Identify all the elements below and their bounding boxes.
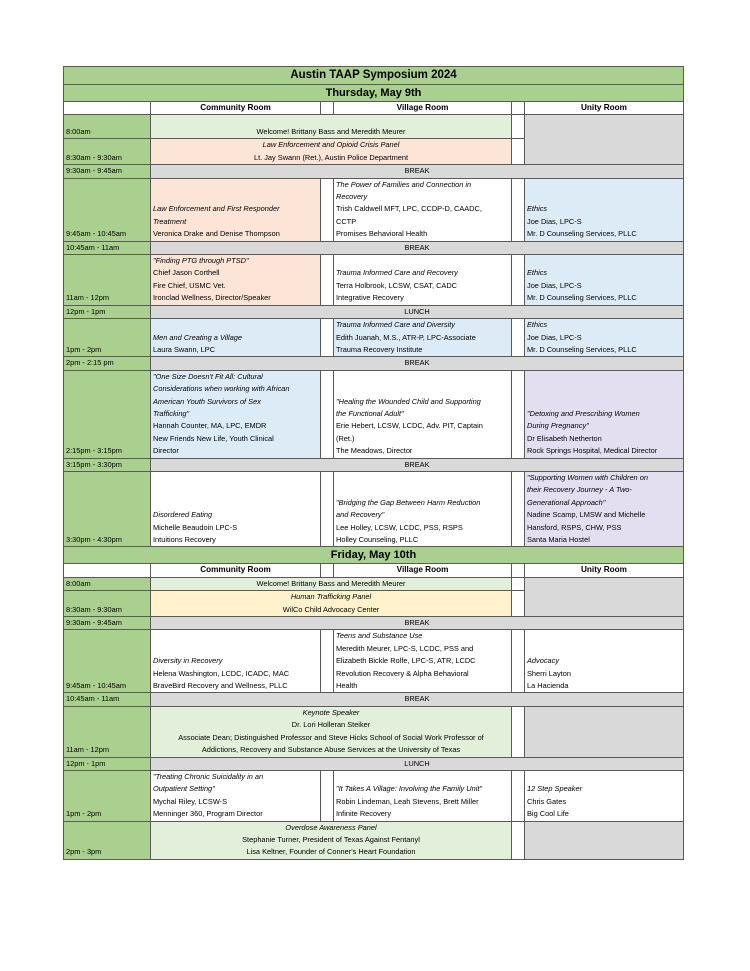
room-header-village: Village Room [334,102,512,115]
time-slot: 11am - 12pm [64,706,151,757]
room-header-unity: Unity Room [525,564,684,577]
overdose-panel-session: Overdose Awareness Panel Stephanie Turner, President of Texas Against Fentanyl Lisa Keltner, Founder of Conner's Heart Foundation [151,821,512,859]
panel-session [151,139,512,165]
session-speaker: WilCo Child Advocacy Center [282,604,380,614]
time-slot: 2pm - 2:15 pm [64,357,151,370]
time-slot: 9:45am - 10:45am [64,630,151,693]
page-title: Austin TAAP Symposium 2024 [64,67,684,85]
day-heading-friday: Friday, May 10th [64,547,684,564]
time-slot: 9:45am - 10:45am [64,178,151,241]
session-cell: Law Enforcement and First Responder Treatment Veronica Drake and Denise Thompson [151,178,321,241]
welcome-session: Welcome! Brittany Bass and Meredith Meurer [151,577,512,590]
session-cell: Disordered Eating Michelle Beaudoin LPC-S Intuitions Recovery [151,471,321,546]
session-cell: "It Takes A Village: Involving the Family Unit" Robin Lindeman, Leah Stevens, Brett Miller Infinite Recovery [334,770,512,821]
session-cell: Trauma Informed Care and Diversity Edith Juanah, M.S., ATR-P, LPC-Associate Trauma Recovery Institute [334,319,512,357]
session-cell: 12 Step Speaker Chris Gates Big Cool Life [525,770,684,821]
break-row: BREAK [151,617,684,630]
welcome-session: Welcome! Brittany Bass and Meredith Meurer [151,115,512,139]
room-header-community: Community Room [151,564,321,577]
time-slot: 2:15pm - 3:15pm [64,370,151,458]
time-slot: 9:30am - 9:45am [64,617,151,630]
time-slot: 3:15pm - 3:30pm [64,458,151,471]
time-slot: 12pm - 1pm [64,757,151,770]
time-slot: 8:30am - 9:30am [64,591,151,617]
break-row: BREAK [151,165,684,178]
session-cell: Ethics Joe Dias, LPC-S Mr. D Counseling Services, PLLC [525,178,684,241]
break-row: BREAK [151,693,684,706]
break-row: BREAK [151,357,684,370]
time-slot: 8:00am [64,115,151,139]
time-slot: 10:45am - 11am [64,241,151,254]
session-cell: Ethics Joe Dias, LPC-S Mr. D Counseling Services, PLLC [525,319,684,357]
session-cell: "Bridging the Gap Between Harm Reduction and Recovery" Lee Holley, LCSW, LCDC, PSS, RSPS Holley Counseling, PLLC [334,471,512,546]
session-speaker: Lt. Jay Swann (Ret.), Austin Police Department [253,152,409,162]
time-slot: 2pm - 3pm [64,821,151,859]
panel-session [151,591,512,617]
session-cell: "Finding PTG through PTSD" Chief Jason Corthell Fire Chief, USMC Vet. Ironclad Wellness, Director/Speaker [151,255,321,306]
session-cell: Teens and Substance Use Meredith Meurer, LPC-S, LCDC, PSS and Elizabeth Bickle Rolfe, LPC-S, ATR, LCDC Revolution Recovery & Alpha Behavioral Health [334,630,512,693]
session-cell: Men and Creating a Village Laura Swann, LPC [151,319,321,357]
day-heading-thursday: Thursday, May 9th [64,85,684,102]
time-slot: 8:00am [64,577,151,590]
time-slot: 3:30pm - 4:30pm [64,471,151,546]
time-slot: 1pm - 2pm [64,770,151,821]
time-slot: 12pm - 1pm [64,305,151,318]
break-row: BREAK [151,241,684,254]
time-slot: 9:30am - 9:45am [64,165,151,178]
session-cell: "One Size Doesn't Fit All: Cultural Considerations when working with African American Youth Survivors of Sex Trafficking" Hannah Counter, MA, LPC, EMDR New Friends New Life, Youth Clinical Director [151,370,321,458]
keynote-session: Keynote Speaker Dr. Lori Holleran Steiker Associate Dean; Distinguished Professor and Steve Hicks School of Social Work Professor of Addictions, Recovery and Substance Abuse Services at the University of Texas [151,706,512,757]
session-cell: Diversity in Recovery Helena Washington, LCDC, ICADC, MAC BraveBird Recovery and Wellness, PLLC [151,630,321,693]
room-header-community: Community Room [151,102,321,115]
session-cell: "Treating Chronic Suicidality in an Outpatient Setting" Mychal Riley, LCSW-S Menninger 360, Program Director [151,770,321,821]
time-slot: 10:45am - 11am [64,693,151,706]
session-cell: Advocacy Sherri Layton La Hacienda [525,630,684,693]
session-title: Human Trafficking Panel [290,592,372,602]
session-cell: The Power of Families and Connection in Recovery Trish Caldwell MFT, LPC, CCDP-D, CAADC, CCTP Promises Behavioral Health [334,178,512,241]
session-cell: Ethics Joe Dias, LPC-S Mr. D Counseling Services, PLLC [525,255,684,306]
session-cell: "Detoxing and Prescribing Women During Pregnancy" Dr Elisabeth Netherton Rock Springs Hospital, Medical Director [525,370,684,458]
session-cell: "Healing the Wounded Child and Supporting the Functional Adult" Erie Hebert, LCSW, LCDC, Adv. PIT, Captain (Ret.) The Meadows, Director [334,370,512,458]
time-slot: 1pm - 2pm [64,319,151,357]
lunch-row: LUNCH [151,305,684,318]
session-title: Law Enforcement and Opioid Crisis Panel [262,140,400,150]
session-cell: Trauma Informed Care and Recovery Terra Holbrook, LCSW, CSAT, CADC Integrative Recovery [334,255,512,306]
session-cell: "Supporting Women with Children on their Recovery Journey - A Two- Generational Approach" Nadine Scamp, LMSW and Michelle Hansford, RSPS, CHW, PSS Santa Maria Hostel [525,471,684,546]
lunch-row: LUNCH [151,757,684,770]
room-header-village: Village Room [334,564,512,577]
room-header-unity: Unity Room [525,102,684,115]
time-slot: 8:30am - 9:30am [64,139,151,165]
schedule-table [63,66,684,860]
break-row: BREAK [151,458,684,471]
time-slot: 11am - 12pm [64,255,151,306]
